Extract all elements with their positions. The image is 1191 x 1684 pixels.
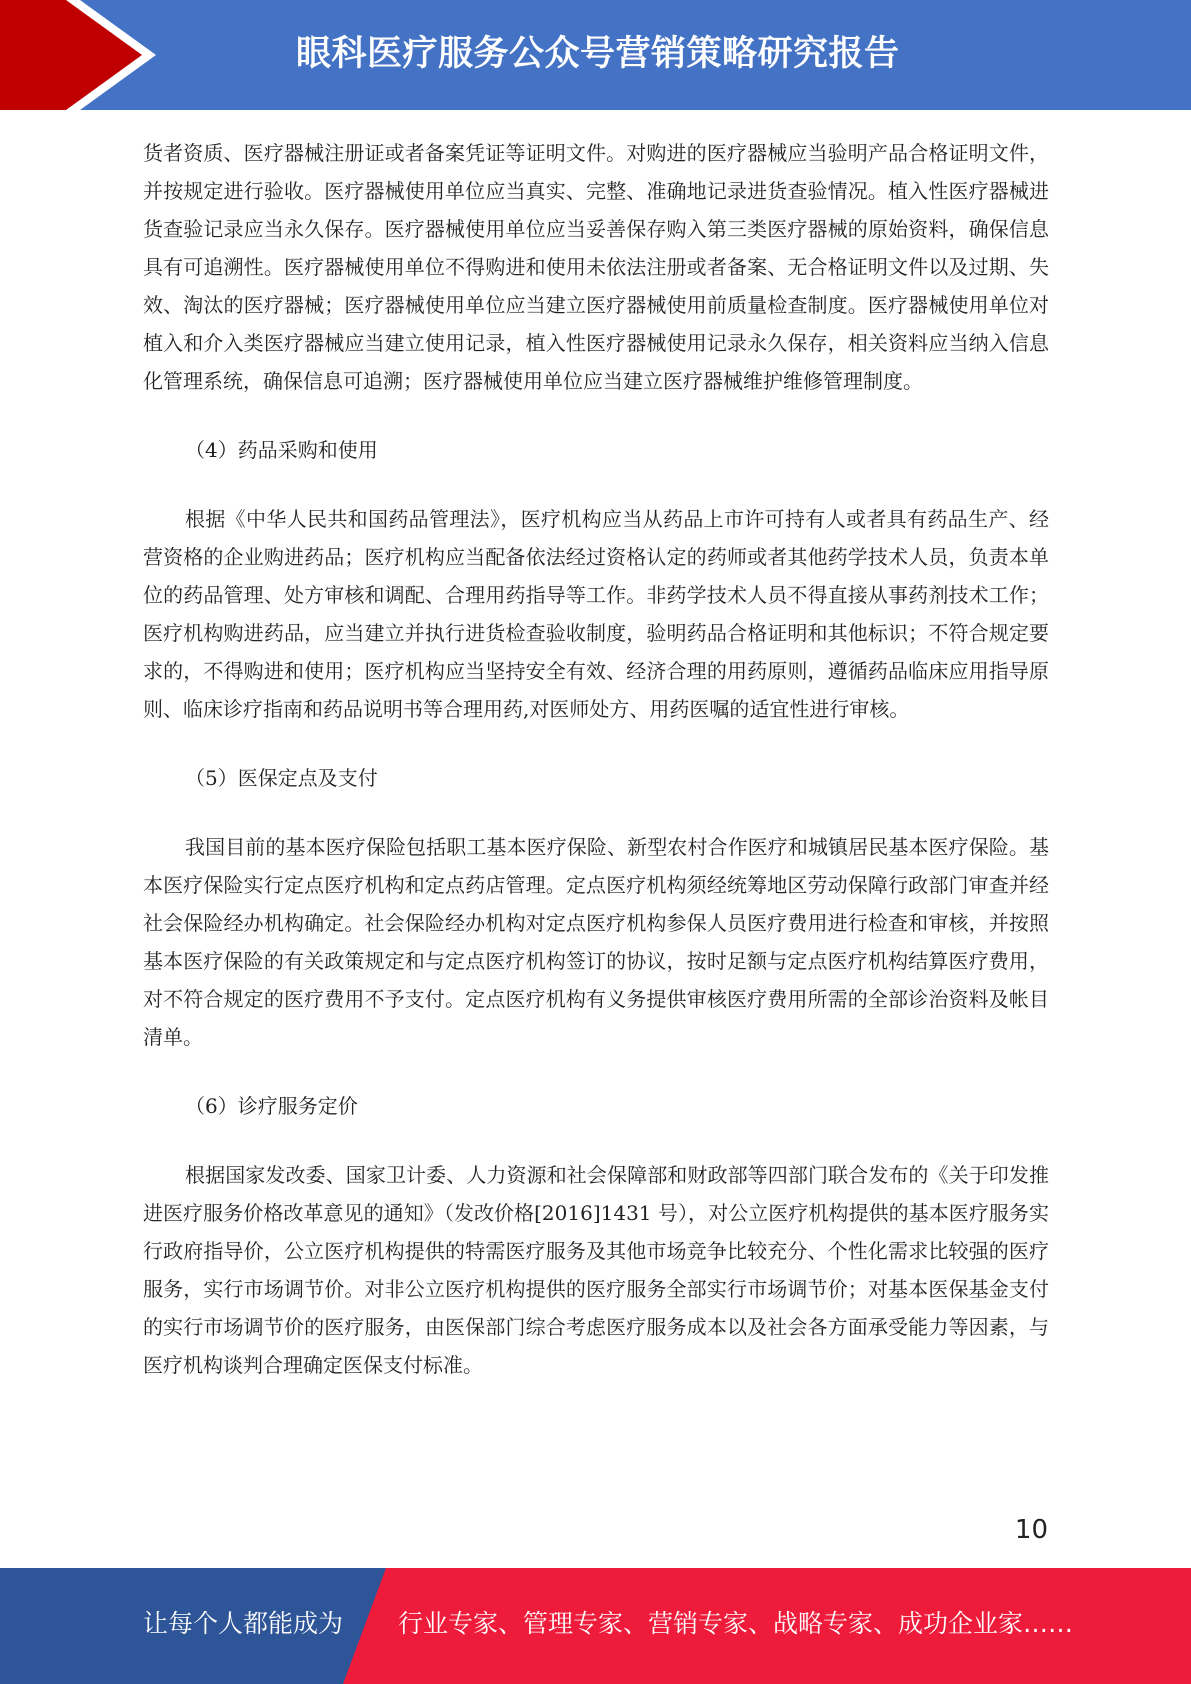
paragraph-section-5: 我国目前的基本医疗保险包括职工基本医疗保险、新型农村合作医疗和城镇居民基本医疗保险。基本医疗保险实行定点医疗机构和定点药店管理。定点医疗机构须经统筹地区劳动保障行政部门审查并经社会保险经办机构确定。社会保险经办机构对定点医疗机构参保人员医疗费用进行检查和审核，并按照基本医疗保险的有关政策规定和与定点医疗机构签订的协议，按时足额与定点医疗机构结算医疗费用，对不符合规定的医疗费用不予支付。定点医疗机构有义务提供审核医疗费用所需的全部诊治资料及帐目清单。 <box>143 835 1049 1049</box>
page-number: 10 <box>1014 1515 1048 1545</box>
paragraph-section-4: 根据《中华人民共和国药品管理法》，医疗机构应当从药品上市许可持有人或者具有药品生产、经营资格的企业购进药品；医疗机构应当配备依法经过资格认定的药师或者其他药学技术人员，负责本单位的药品管理、处方审核和调配、合理用药指导等工作。非药学技术人员不得直接从事药剂技术工作；医疗机构购进药品，应当建立并执行进货检查验收制度，验明药品合格证明和其他标识；不符合规定要求的，不得购进和使用；医疗机构应当坚持安全有效、经济合理的用药原则，遵循药品临床应用指导原则、临床诊疗指南和药品说明书等合理用药,对医师处方、用药医嘱的适宜性进行审核。 <box>143 507 1049 721</box>
document-body <box>143 134 1049 1384</box>
section-heading-6: （6）诊疗服务定价 <box>185 1094 358 1118</box>
report-title: 眼科医疗服务公众号营销策略研究报告 <box>296 34 900 74</box>
paragraph-intro: 货者资质、医疗器械注册证或者备案凭证等证明文件。对购进的医疗器械应当验明产品合格证明文件，并按规定进行验收。医疗器械使用单位应当真实、完整、准确地记录进货查验情况。植入性医疗器械进货查验记录应当永久保存。医疗器械使用单位应当妥善保存购入第三类医疗器械的原始资料，确保信息具有可追溯性。医疗器械使用单位不得购进和使用未依法注册或者备案、无合格证明文件以及过期、失效、淘汰的医疗器械；医疗器械使用单位应当建立医疗器械使用前质量检查制度。医疗器械使用单位对植入和介入类医疗器械应当建立使用记录，植入性医疗器械使用记录永久保存，相关资料应当纳入信息化管理系统，确保信息可追溯；医疗器械使用单位应当建立医疗器械维护维修管理制度。 <box>143 141 1049 393</box>
page-footer <box>0 1568 1191 1684</box>
header-red-chevron <box>0 0 155 110</box>
section-heading-4: （4）药品采购和使用 <box>185 438 378 462</box>
footer-slogan-right: 行业专家、管理专家、营销专家、战略专家、成功企业家…… <box>398 1609 1074 1638</box>
page-header <box>0 0 1191 110</box>
footer-slogan-left: 让每个人都能成为 <box>143 1609 344 1638</box>
section-heading-5: （5）医保定点及支付 <box>185 766 378 790</box>
paragraph-section-6: 根据国家发改委、国家卫计委、人力资源和社会保障部和财政部等四部门联合发布的《关于印发推进医疗服务价格改革意见的通知》（发改价格[2016]1431 号），对公立医疗机构提供的基本医疗服务实行政府指导价，公立医疗机构提供的特需医疗服务及其他市场竞争比较充分、个性化需求比较强的医疗服务，实行市场调节价。对非公立医疗机构提供的医疗服务全部实行市场调节价；对基本医保基金支付的实行市场调节价的医疗服务，由医保部门综合考虑医疗服务成本以及社会各方面承受能力等因素，与医疗机构谈判合理确定医保支付标准。 <box>143 1163 1049 1377</box>
